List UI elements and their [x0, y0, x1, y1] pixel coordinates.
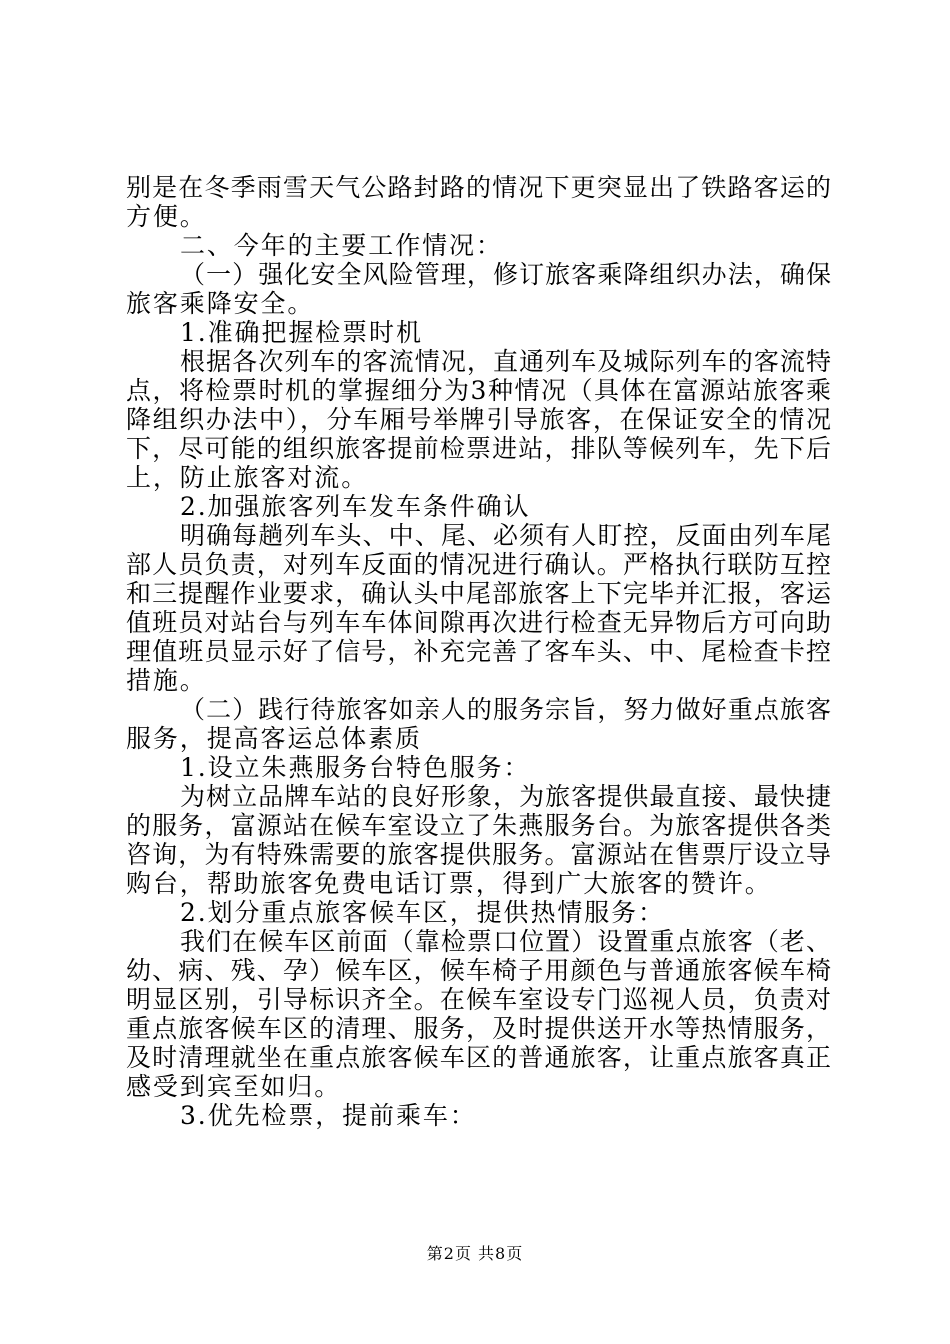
paragraph-line: 根据各次列车的客流情况，直通列车及城际列车的客流特 [180, 347, 831, 376]
paragraph-line: 1.设立朱燕服务台特色服务： [180, 753, 531, 782]
paragraph-line: 点，将检票时机的掌握细分为3种情况（具体在富源站旅客乘 [126, 376, 831, 405]
paragraph-line: 二、今年的主要工作情况： [180, 231, 503, 260]
paragraph-line: （二）践行待旅客如亲人的服务宗旨，努力做好重点旅客 [180, 695, 831, 724]
paragraph-line: 我们在候车区前面（靠检票口位置）设置重点旅客（老、 [180, 927, 831, 956]
paragraph-line: 方便。 [126, 202, 207, 231]
paragraph-line: 理值班员显示好了信号，补充完善了客车头、中、尾检查卡控 [126, 637, 831, 666]
paragraph-line: 的服务，富源站在候车室设立了朱燕服务台。为旅客提供各类 [126, 811, 831, 840]
paragraph-line: 服务，提高客运总体素质 [126, 724, 422, 753]
document-body [126, 173, 831, 1130]
paragraph-line: （一）强化安全风险管理，修订旅客乘降组织办法，确保 [180, 260, 831, 289]
paragraph-line: 下，尽可能的组织旅客提前检票进站，排队等候列车，先下后 [126, 434, 831, 463]
paragraph-line: 旅客乘降安全。 [126, 289, 315, 318]
paragraph-line: 3.优先检票，提前乘车： [180, 1101, 477, 1130]
paragraph-line: 购台，帮助旅客免费电话订票，得到广大旅客的赞许。 [126, 869, 772, 898]
paragraph-line: 上，防止旅客对流。 [126, 463, 369, 492]
paragraph-line: 2.加强旅客列车发车条件确认 [180, 492, 531, 521]
paragraph-line: 咨询，为有特殊需要的旅客提供服务。富源站在售票厅设立导 [126, 840, 831, 869]
paragraph-line: 值班员对站台与列车车体间隙再次进行检查无异物后方可向助 [126, 608, 831, 637]
paragraph-line: 及时清理就坐在重点旅客候车区的普通旅客，让重点旅客真正 [126, 1043, 831, 1072]
paragraph-line: 明显区别，引导标识齐全。在候车室设专门巡视人员，负责对 [126, 985, 831, 1014]
paragraph-line: 1.准确把握检票时机 [180, 318, 423, 347]
page-footer: 第2页 共8页 [426, 1244, 524, 1263]
paragraph-line: 为树立品牌车站的良好形象，为旅客提供最直接、最快捷 [180, 782, 831, 811]
paragraph-line: 措施。 [126, 666, 207, 695]
paragraph-line: 和三提醒作业要求，确认头中尾部旅客上下完毕并汇报，客运 [126, 579, 831, 608]
paragraph-line: 降组织办法中），分车厢号举牌引导旅客，在保证安全的情况 [126, 405, 831, 434]
paragraph-line: 感受到宾至如归。 [126, 1072, 342, 1101]
paragraph-line: 明确每趟列车头、中、尾、必须有人盯控，反面由列车尾 [180, 521, 831, 550]
paragraph-line: 重点旅客候车区的清理、服务，及时提供送开水等热情服务， [126, 1014, 831, 1043]
paragraph-line: 幼、病、残、孕）候车区，候车椅子用颜色与普通旅客候车椅 [126, 956, 831, 985]
paragraph-line: 别是在冬季雨雪天气公路封路的情况下更突显出了铁路客运的 [126, 173, 831, 202]
paragraph-line: 2.划分重点旅客候车区，提供热情服务： [180, 898, 665, 927]
paragraph-line: 部人员负责，对列车反面的情况进行确认。严格执行联防互控 [126, 550, 831, 579]
